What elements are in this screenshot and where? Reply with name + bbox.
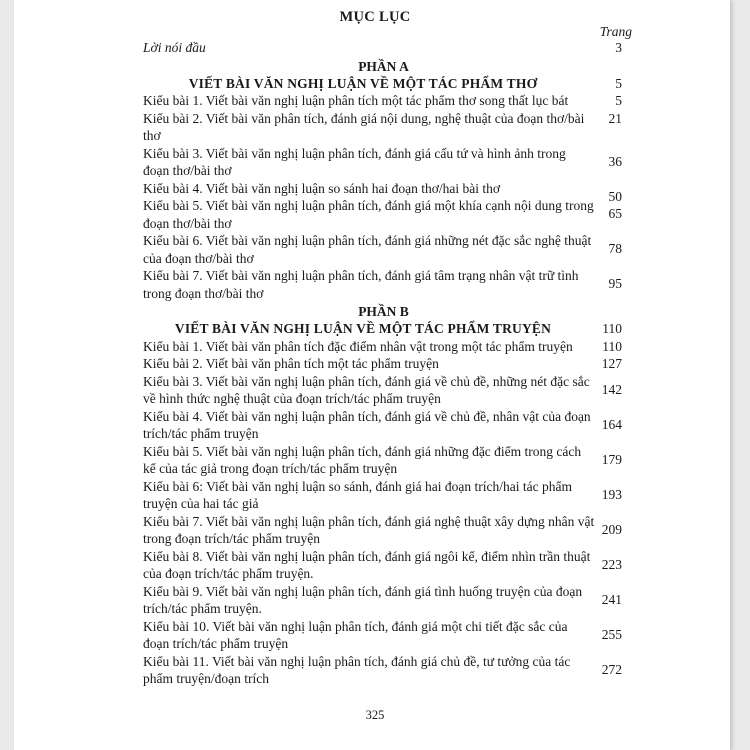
toc-entry-page: 127 bbox=[601, 356, 622, 371]
toc-entry bbox=[143, 180, 624, 204]
toc-entry-page: 272 bbox=[601, 661, 622, 677]
part-a-title: VIẾT BÀI VĂN NGHỊ LUẬN VỀ MỘT TÁC PHẨM THƠ bbox=[188, 75, 538, 91]
toc-entry-text: Kiểu bài 1. Viết bài văn nghị luận phân tích một tác phẩm thơ song thất lục bát bbox=[143, 93, 569, 108]
toc-entry-text: Kiểu bài 1. Viết bài văn phân tích đặc điểm nhân vật trong một tác phẩm truyện bbox=[143, 338, 573, 354]
toc-entry-text: Kiểu bài 4. Viết bài văn nghị luận so sánh hai đoạn thơ/hai bài thơ bbox=[143, 180, 501, 196]
toc-entry bbox=[143, 408, 624, 443]
toc-entry-page: 255 bbox=[601, 626, 622, 642]
toc-entry bbox=[143, 338, 624, 356]
toc-intro-row bbox=[143, 39, 624, 57]
toc-entry-text: Kiểu bài 6: Viết bài văn nghị luận so sánh, đánh giá hai đoạn trích/hai tác phẩm truyện của hai tác giả bbox=[143, 478, 572, 511]
toc-entry bbox=[143, 443, 624, 478]
page-column-header: Trang bbox=[599, 24, 632, 39]
part-b-title-row bbox=[143, 320, 624, 338]
toc-entry-text: Kiểu bài 3. Viết bài văn nghị luận phân tích, đánh giá về chủ đề, những nét đặc sắc về hình thức nghệ thuật của đoạn trích/tác phẩm truyện bbox=[143, 373, 590, 406]
toc-entry bbox=[143, 478, 624, 513]
toc-entry-text: Kiểu bài 7. Viết bài văn nghị luận phân tích, đánh giá nghệ thuật xây dựng nhân vật trong đoạn trích/tác phẩm truyện bbox=[143, 513, 595, 546]
toc-entry-text: Kiểu bài 5. Viết bài văn nghị luận phân tích, đánh giá một khía cạnh nội dung trong đoạn thơ/bài thơ bbox=[143, 198, 594, 231]
toc-entry-text: Kiểu bài 9. Viết bài văn nghị luận phân tích, đánh giá tình huống truyện của đoạn trích/tác phẩm truyện. bbox=[143, 583, 583, 616]
toc-entry-text: Kiểu bài 5. Viết bài văn nghị luận phân tích, đánh giá những đặc điểm trong cách kể của tác giả trong đoạn trích/tác phẩm truyện bbox=[143, 443, 582, 476]
toc-entry-text: Kiểu bài 10. Viết bài văn nghị luận phân tích, đánh giá một chi tiết đặc sắc của đoạn trích/tác phẩm truyện bbox=[143, 618, 568, 651]
page-number: 325 bbox=[365, 708, 385, 722]
toc-entry bbox=[143, 232, 624, 267]
toc-entry-page: 95 bbox=[608, 276, 622, 291]
part-b-label: PHẦN B bbox=[358, 304, 409, 319]
toc-entry-text: Kiểu bài 2. Viết bài văn phân tích một tác phẩm truyện bbox=[143, 356, 439, 371]
toc-entry-page: 164 bbox=[601, 416, 622, 432]
toc-entry-text: Kiểu bài 8. Viết bài văn nghị luận phân tích, đánh giá ngôi kể, điểm nhìn trần thuật của đoạn trích/tác phẩm truyện. bbox=[143, 548, 591, 581]
part-a-title-row bbox=[143, 75, 624, 93]
toc-entry-page: 142 bbox=[601, 381, 622, 397]
toc-entry-text: Kiểu bài 11. Viết bài văn nghị luận phân tích, đánh giá chủ đề, tư tưởng của tác phẩm truyện/đoạn trích bbox=[143, 653, 571, 686]
toc-entry-page: 50 bbox=[608, 188, 622, 204]
part-a-page: 5 bbox=[615, 75, 622, 91]
toc-entry-text: Kiểu bài 6. Viết bài văn nghị luận phân tích, đánh giá những nét đặc sắc nghệ thuật của đoạn thơ/bài thơ bbox=[143, 233, 592, 266]
toc-intro-page: 3 bbox=[615, 40, 622, 55]
toc-entry-text: Kiểu bài 2. Viết bài văn phân tích, đánh giá nội dung, nghệ thuật của đoạn thơ/bài thơ bbox=[143, 110, 585, 143]
toc-entry bbox=[143, 618, 624, 653]
toc-entry bbox=[143, 583, 624, 618]
toc-intro-label: Lời nói đầu bbox=[143, 40, 206, 55]
toc-entry-text: Kiểu bài 7. Viết bài văn nghị luận phân tích, đánh giá tâm trạng nhân vật trữ tình trong đoạn thơ/bài thơ bbox=[143, 268, 579, 301]
toc-entry bbox=[143, 110, 624, 145]
toc-entry-page: 179 bbox=[601, 451, 622, 467]
toc-entry-page: 223 bbox=[601, 556, 622, 572]
toc-entry bbox=[143, 373, 624, 408]
toc-entry bbox=[143, 653, 624, 688]
toc-entry-page: 78 bbox=[608, 241, 622, 256]
toc-entry-page: 110 bbox=[602, 338, 622, 354]
toc-content bbox=[143, 39, 624, 688]
toc-entry bbox=[143, 197, 624, 232]
toc-title: MỤC LỤC bbox=[339, 9, 411, 25]
toc-entry-page: 36 bbox=[608, 153, 622, 169]
toc-entry-page: 21 bbox=[608, 110, 622, 126]
part-a-label: PHẦN A bbox=[358, 58, 409, 74]
toc-entry-page: 65 bbox=[608, 206, 622, 221]
toc-entry-page: 5 bbox=[615, 93, 622, 108]
toc-entry-page: 241 bbox=[601, 591, 622, 607]
toc-entry bbox=[143, 92, 624, 110]
toc-entry bbox=[143, 513, 624, 548]
part-b-title: VIẾT BÀI VĂN NGHỊ LUẬN VỀ MỘT TÁC PHẨM TRUYỆN bbox=[174, 321, 552, 336]
toc-entry bbox=[143, 355, 624, 373]
toc-entry bbox=[143, 145, 624, 180]
toc-entry-page: 209 bbox=[601, 521, 622, 537]
toc-entry-page: 193 bbox=[601, 486, 622, 502]
toc-entry bbox=[143, 267, 624, 302]
toc-entry-text: Kiểu bài 3. Viết bài văn nghị luận phân tích, đánh giá cấu tứ và hình ảnh trong đoạn thơ/bài thơ bbox=[143, 145, 566, 178]
toc-entry-text: Kiểu bài 4. Viết bài văn nghị luận phân tích, đánh giá về chủ đề, nhân vật của đoạn trích/tác phẩm truyện bbox=[143, 408, 591, 441]
toc-entry bbox=[143, 548, 624, 583]
part-b-page: 110 bbox=[602, 321, 622, 336]
